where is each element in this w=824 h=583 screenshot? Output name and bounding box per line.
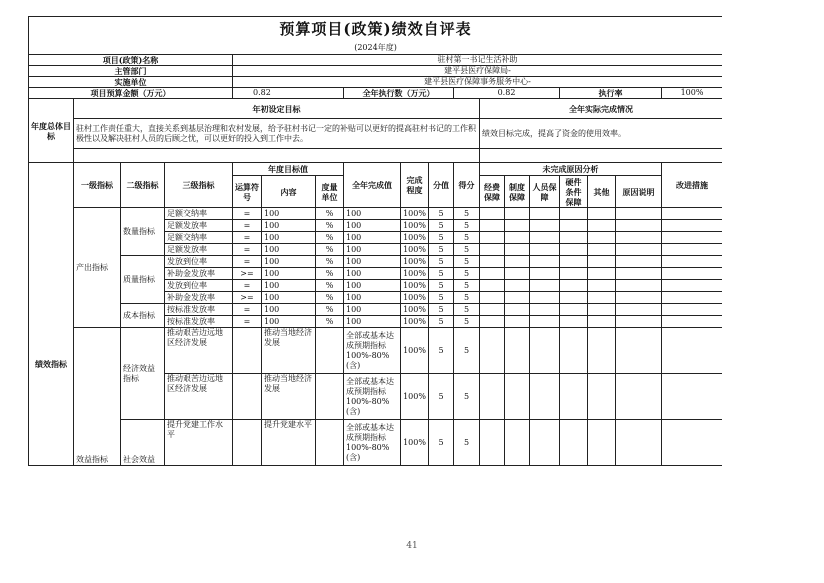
cell-op: = (233, 208, 262, 220)
cell-score-value: 5 (429, 304, 454, 316)
cell-score-value: 5 (429, 292, 454, 304)
cell-op: = (233, 280, 262, 292)
evaluation-table (28, 16, 722, 466)
header-op: 运算符号 (233, 176, 262, 208)
cell-done: 100 (344, 292, 401, 304)
header-level1: 一级指标 (74, 163, 121, 208)
cell-op: >= (233, 268, 262, 280)
header-r2: 制度保障 (505, 176, 530, 208)
cell-done: 100 (344, 268, 401, 280)
benefit-l3: 提升党建工作水平 (165, 420, 233, 466)
dept-label: 主管部门 (29, 66, 233, 77)
table-row-l3: 补助金发放率 (165, 268, 233, 280)
project-name-label: 项目(政策)名称 (29, 55, 233, 66)
cell-content: 100 (262, 268, 316, 280)
cell-content: 100 (262, 220, 316, 232)
header-r4: 硬件条件保障 (560, 176, 588, 208)
cell-content: 100 (262, 280, 316, 292)
group-social: 社会效益 (121, 420, 165, 466)
group-benefit: 效益指标 (74, 328, 121, 466)
page-number: 41 (406, 541, 418, 551)
header-content: 内容 (262, 176, 316, 208)
cell-op: >= (233, 292, 262, 304)
table-row-l3: 按标准发放率 (165, 316, 233, 328)
benefit-done: 全部或基本达成预期指标100%-80%(含) (344, 420, 401, 466)
cell-score-value: 5 (429, 268, 454, 280)
header-target-group: 年度目标值 (233, 163, 344, 176)
form-frame (28, 16, 722, 498)
benefit-degree: 100% (401, 420, 429, 466)
fiscal-year: (2024年度) (29, 41, 723, 55)
header-unit: 度量单位 (316, 176, 344, 208)
benefit-l3: 推动艰苦边远地区经济发展 (165, 328, 233, 374)
cell-content: 100 (262, 292, 316, 304)
budget-label: 项目预算金额（万元） (29, 88, 233, 99)
cell-unit: % (316, 280, 344, 292)
dept-value: 建平县医疗保障局- (233, 66, 723, 77)
cell-unit: % (316, 268, 344, 280)
cell-score-value: 5 (429, 316, 454, 328)
group-econ: 经济效益指标 (121, 328, 165, 420)
rate-value: 100% (662, 88, 723, 99)
cell-degree: 100% (401, 292, 429, 304)
benefit-content: 提升党建水平 (262, 420, 316, 466)
header-improve: 改进措施 (662, 163, 723, 208)
cell-score: 5 (454, 232, 480, 244)
header-reason-group: 未完成原因分析 (480, 163, 662, 176)
benefit-score-value: 5 (429, 420, 454, 466)
budget-value: 0.82 (233, 88, 344, 99)
table-row-l3: 足额交纳率 (165, 208, 233, 220)
benefit-done: 全部或基本达成预期指标100%-80%(含) (344, 374, 401, 420)
benefit-score-value: 5 (429, 328, 454, 374)
header-score-value: 分值 (429, 163, 454, 208)
cell-done: 100 (344, 304, 401, 316)
table-row-l3: 发放到位率 (165, 280, 233, 292)
benefit-degree: 100% (401, 374, 429, 420)
unit-value: 建平县医疗保障事务服务中心- (233, 77, 723, 88)
cell-degree: 100% (401, 256, 429, 268)
cell-done: 100 (344, 256, 401, 268)
cell-done: 100 (344, 208, 401, 220)
cell-content: 100 (262, 304, 316, 316)
cell-degree: 100% (401, 316, 429, 328)
exec-label: 全年执行数（万元） (344, 88, 454, 99)
cell-done: 100 (344, 232, 401, 244)
cell-op: = (233, 256, 262, 268)
header-degree: 完成程度 (401, 163, 429, 208)
cell-op: = (233, 316, 262, 328)
cell-unit: % (316, 292, 344, 304)
header-r6: 原因说明 (616, 176, 662, 208)
cell-score: 5 (454, 256, 480, 268)
header-r1: 经费保障 (480, 176, 505, 208)
header-r3: 人员保障 (530, 176, 560, 208)
cell-unit: % (316, 316, 344, 328)
cell-unit: % (316, 220, 344, 232)
cell-degree: 100% (401, 244, 429, 256)
header-full-year: 全年完成值 (344, 163, 401, 208)
annual-goal-label: 年度总体目标 (29, 99, 74, 163)
group-cost: 成本指标 (121, 304, 165, 328)
benefit-done: 全部或基本达成预期指标100%-80%(含) (344, 328, 401, 374)
cell-score-value: 5 (429, 208, 454, 220)
benefit-score: 5 (454, 420, 480, 466)
actual-goal-header: 全年实际完成情况 (480, 99, 723, 119)
cell-score-value: 5 (429, 220, 454, 232)
cell-score-value: 5 (429, 256, 454, 268)
benefit-score-value: 5 (429, 374, 454, 420)
cell-score: 5 (454, 220, 480, 232)
benefit-degree: 100% (401, 328, 429, 374)
cell-degree: 100% (401, 232, 429, 244)
table-row-l3: 足额发放率 (165, 220, 233, 232)
project-name: 驻村第一书记生活补助 (233, 55, 723, 66)
cell-degree: 100% (401, 304, 429, 316)
table-row-l3: 足额发放率 (165, 244, 233, 256)
benefit-l3: 推动艰苦边远地区经济发展 (165, 374, 233, 420)
cell-content: 100 (262, 256, 316, 268)
cell-content: 100 (262, 244, 316, 256)
header-level2: 二级指标 (121, 163, 165, 208)
cell-score-value: 5 (429, 232, 454, 244)
perf-indicator-label: 绩效指标 (29, 163, 74, 466)
cell-unit: % (316, 256, 344, 268)
cell-score-value: 5 (429, 244, 454, 256)
rate-label: 执行率 (560, 88, 662, 99)
cell-score: 5 (454, 268, 480, 280)
cell-content: 100 (262, 316, 316, 328)
benefit-content: 推动当地经济发展 (262, 374, 316, 420)
table-row-l3: 足额交纳率 (165, 232, 233, 244)
cell-op: = (233, 232, 262, 244)
initial-goal-header: 年初设定目标 (74, 99, 480, 119)
cell-done: 100 (344, 220, 401, 232)
cell-score: 5 (454, 244, 480, 256)
cell-unit: % (316, 208, 344, 220)
benefit-score: 5 (454, 374, 480, 420)
cell-score: 5 (454, 292, 480, 304)
benefit-content: 推动当地经济发展 (262, 328, 316, 374)
cell-score: 5 (454, 208, 480, 220)
header-r5: 其他 (588, 176, 616, 208)
cell-unit: % (316, 232, 344, 244)
cell-degree: 100% (401, 268, 429, 280)
cell-degree: 100% (401, 280, 429, 292)
cell-content: 100 (262, 208, 316, 220)
table-row-l3: 按标准发放率 (165, 304, 233, 316)
group-output: 产出指标 (74, 208, 121, 328)
header-level3: 三级指标 (165, 163, 233, 208)
actual-goal-text: 绩效目标完成，提高了资金的使用效率。 (480, 119, 723, 149)
header-score: 得分 (454, 163, 480, 208)
cell-degree: 100% (401, 208, 429, 220)
cell-degree: 100% (401, 220, 429, 232)
initial-goal-text: 驻村工作责任重大，直接关系到基层治理和农村发展，给予驻村书记一定的补贴可以更好的提高驻村书记的工作积极性以及解决驻村人员的后顾之忧，可以更好的投入到工作中去。 (74, 119, 480, 149)
cell-done: 100 (344, 244, 401, 256)
cell-unit: % (316, 304, 344, 316)
cell-unit: % (316, 244, 344, 256)
cell-op: = (233, 304, 262, 316)
page-title: 预算项目(政策)绩效自评表 (29, 17, 723, 42)
group-quality: 质量指标 (121, 256, 165, 304)
cell-score: 5 (454, 304, 480, 316)
cell-score: 5 (454, 316, 480, 328)
cell-score: 5 (454, 280, 480, 292)
cell-score-value: 5 (429, 280, 454, 292)
table-row-l3: 发放到位率 (165, 256, 233, 268)
cell-content: 100 (262, 232, 316, 244)
cell-done: 100 (344, 280, 401, 292)
table-row-l3: 补助金发放率 (165, 292, 233, 304)
unit-label: 实施单位 (29, 77, 233, 88)
cell-op: = (233, 220, 262, 232)
exec-value: 0.82 (454, 88, 560, 99)
cell-done: 100 (344, 316, 401, 328)
group-quantity: 数量指标 (121, 208, 165, 256)
cell-op: = (233, 244, 262, 256)
benefit-score: 5 (454, 328, 480, 374)
